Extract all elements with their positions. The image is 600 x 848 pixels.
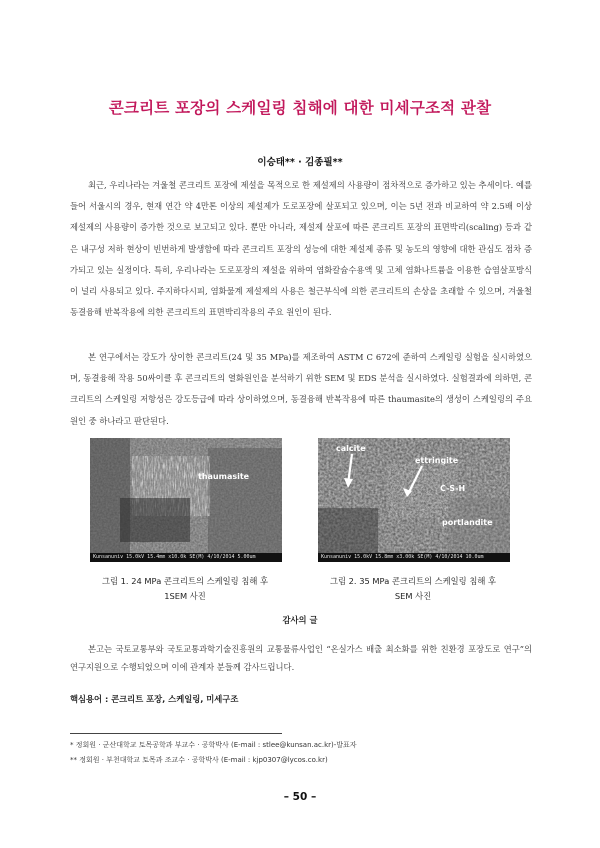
sem-micrograph-2	[318, 438, 510, 562]
caption-line: 그림 2. 35 MPa 콘크리트의 스케일링 침해 후	[329, 576, 497, 586]
sem-info-bar	[90, 553, 282, 562]
keywords: 핵심용어 : 콘크리트 포장, 스케일링, 미세구조	[70, 694, 239, 704]
thaumasite-label: thaumasite	[198, 472, 250, 481]
footnote-1: * 정회원 · 군산대학교 토목공학과 부교수 · 공학박사 (E-mail : stlee@kunsan.ac.kr)-발표자	[70, 741, 357, 749]
paper-title: 콘크리트 포장의 스케일링 침해에 대한 미세구조적 관찰	[108, 99, 492, 117]
caption-line: SEM 사진	[394, 591, 432, 601]
caption-line: 그림 1. 24 MPa 콘크리트의 스케일링 침해 후	[101, 576, 269, 586]
sem-info-text: Kunsanuniv 15.0kV 15.4mm x10.0k SE(M) 4/10/2014 5.00um	[93, 554, 256, 560]
sem-info-text: Kunsanuniv 15.0kV 15.8mm x3.00k SE(M) 4/10/2014 10.0um	[321, 554, 484, 560]
acknowledgement-text: 본고는 국토교통부와 국토교통과학기술진흥원의 교통물류사업인 “온실가스 배출 최소화를 위한 친환경 포장도로 연구”의 연구지원으로 수행되었으며 이에 관계자 분들께 감사드립니다.	[70, 644, 532, 672]
body-paragraph-2: 본 연구에서는 강도가 상이한 콘크리트(24 및 35 MPa)를 제조하여 ASTM C 672에 준하여 스케일링 실험을 실시하였으며, 동결융해 작용 50싸이클 후 콘크리트의 열화원인을 분석하기 위한 SEM 및 EDS 분석을 실시하였다. 실험결과에 의하면, 콘크리트의 스케일링 저항성은 강도등급에 따라 상이하였으며, 동결융해 반복작용에 따른 thaumasite의 생성이 스케일링의 주요 원인 중 하나라고 판단된다.	[70, 352, 532, 426]
author-line: 이승태** · 김종필**	[257, 157, 343, 168]
csh-label: C-S-H	[440, 484, 466, 493]
figure-1-caption	[70, 574, 300, 604]
figure-2-caption	[298, 574, 528, 604]
footnote-2: ** 정회원 · 부천대학교 토목과 조교수 · 공학박사 (E-mail : kjp0307@lycos.co.kr)	[70, 756, 328, 764]
calcite-label: calcite	[336, 444, 366, 453]
ettringite-label: ettringite	[415, 456, 459, 465]
body-paragraph-1: 최근, 우리나라는 겨울철 콘크리트 포장에 제설을 목적으로 한 제설제의 사용량이 점차적으로 증가하고 있는 추세이다. 예를 들어 서울시의 경우, 현재 연간 약 4만톤 이상의 제설제가 도로포장에 살포되고 있으며, 이는 5년 전과 비교하여 약 2.5배 이상 제설제의 사용량이 증가한 것으로 보고되고 있다. 뿐만 아니라, 제설제 살포에 따른 콘크리트 포장의 표면박리(scaling) 등과 같은 내구성 저하 현상이 빈번하게 발생함에 따라 콘크리트 포장의 성능에 대한 제설제 종류 및 농도의 영향에 대한 관심도 점차 증가되고 있는 실정이다. 특히, 우리나라는 도로포장의 제설을 위하여 염화칼슘수용액 및 고체 염화나트륨을 이용한 습염살포방식이 널리 사용되고 있다. 주지하다시피, 염화물계 제설제의 사용은 철근부식에 의한 콘크리트의 손상을 초래할 수 있으며, 겨울철 동결융해 반복작용에 의한 콘크리트의 표면박리작용의 주요 원인이 된다.	[70, 180, 532, 318]
portlandite-label: portlandite	[442, 518, 493, 527]
figure-2-sem-image	[318, 438, 510, 562]
figure-1-sem-image	[90, 438, 282, 562]
footnote-divider	[70, 733, 282, 734]
sem-micrograph-1	[90, 438, 282, 562]
acknowledgement-heading: 감사의 글	[282, 615, 318, 625]
page-number: – 50 –	[283, 791, 317, 803]
caption-line: 1SEM 사진	[164, 591, 206, 601]
sem-info-bar	[318, 553, 510, 562]
